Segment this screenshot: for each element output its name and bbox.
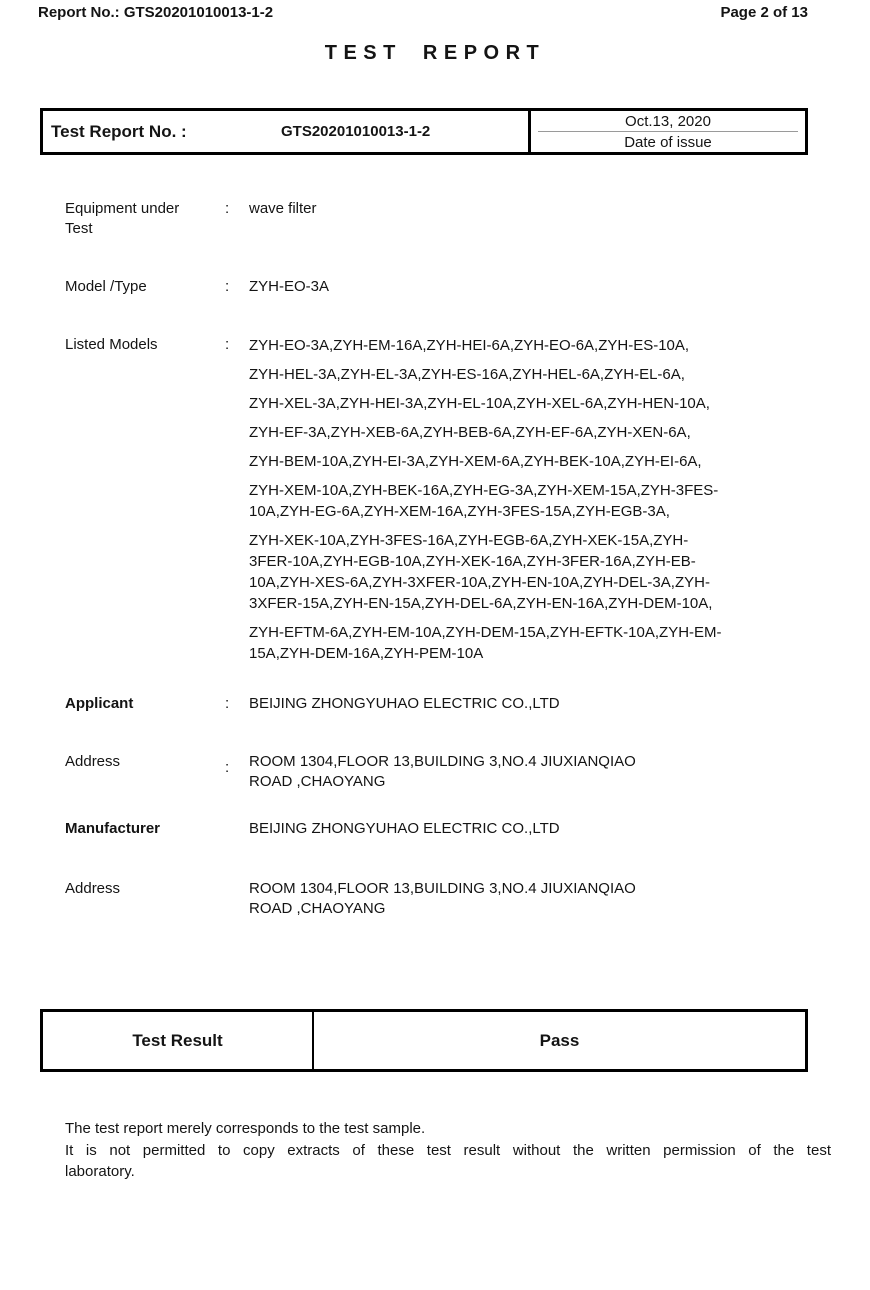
- listed-models-line: ZYH-XEK-10A,ZYH-3FES-16A,ZYH-EGB-6A,ZYH-XEK-15A,ZYH-: [249, 532, 689, 549]
- field-row-applicant: [65, 694, 711, 714]
- listed-models-line: ZYH-EO-3A,ZYH-EM-16A,ZYH-HEI-6A,ZYH-EO-6A,ZYH-ES-10A,: [249, 337, 690, 354]
- listed-models-value: [249, 335, 722, 664]
- field-colon: [225, 819, 249, 839]
- test-result-value: Pass: [539, 1030, 580, 1050]
- report-no-label: Test Report No. :: [51, 121, 187, 141]
- field-value-applicant: BEIJING ZHONGYUHAO ELECTRIC CO.,LTD: [249, 695, 560, 712]
- listed-models-line: 15A,ZYH-DEM-16A,ZYH-PEM-10A: [249, 645, 484, 662]
- listed-models-line: 10A,ZYH-XES-6A,ZYH-3XFER-10A,ZYH-EN-10A,ZYH-DEL-3A,ZYH-: [249, 574, 710, 591]
- listed-models-line: ZYH-XEM-10A,ZYH-BEK-16A,ZYH-EG-3A,ZYH-XEM-15A,ZYH-3FES-: [249, 482, 719, 499]
- field-colon: [225, 879, 249, 919]
- listed-models-paragraph: [249, 480, 719, 522]
- listed-models-paragraph: [249, 335, 711, 356]
- listed-models-paragraph: [249, 530, 711, 614]
- field-row-applicant-address: [65, 752, 711, 792]
- issue-date-cell: [528, 111, 805, 152]
- field-colon: :: [225, 200, 230, 217]
- field-colon: :: [225, 278, 230, 295]
- listed-models-paragraph: [249, 422, 711, 443]
- field-value-model-type: ZYH-EO-3A: [249, 278, 330, 295]
- issue-date: Oct.13, 2020: [538, 111, 798, 132]
- field-label-applicant: Applicant: [65, 695, 134, 712]
- listed-models-line: 3FER-10A,ZYH-EGB-10A,ZYH-XEK-16A,ZYH-3FER-16A,ZYH-EB-: [249, 553, 696, 570]
- field-value-manufacturer: BEIJING ZHONGYUHAO ELECTRIC CO.,LTD: [249, 820, 560, 837]
- field-row-model-type: [65, 277, 711, 297]
- disclaimer-line-2: It is not permitted to copy extracts of these test result without the written permission of the test: [65, 1141, 831, 1159]
- listed-models-line: ZYH-HEL-3A,ZYH-EL-3A,ZYH-ES-16A,ZYH-HEL-6A,ZYH-EL-6A,: [249, 366, 685, 383]
- field-row-equipment: [65, 199, 711, 239]
- report-no-table: [40, 108, 808, 155]
- listed-models-line: ZYH-EFTM-6A,ZYH-EM-10A,ZYH-DEM-15A,ZYH-EFTK-10A,ZYH-EM-: [249, 624, 722, 641]
- field-label-listed-models: Listed Models: [65, 336, 158, 353]
- listed-models-line: ZYH-EF-3A,ZYH-XEB-6A,ZYH-BEB-6A,ZYH-EF-6A,ZYH-XEN-6A,: [249, 424, 691, 441]
- field-row-manufacturer-address: [65, 879, 711, 919]
- address-line: ROOM 1304,FLOOR 13,BUILDING 3,NO.4 JIUXIANQIAO: [249, 880, 636, 897]
- report-no-value: GTS20201010013-1-2: [281, 123, 431, 140]
- listed-models-line: ZYH-BEM-10A,ZYH-EI-3A,ZYH-XEM-6A,ZYH-BEK-10A,ZYH-EI-6A,: [249, 453, 702, 470]
- field-label-equipment: Equipment under Test: [65, 200, 180, 237]
- page-header-page-number: Page 2 of 13: [720, 4, 808, 21]
- listed-models-paragraph: [249, 393, 711, 414]
- field-value-manufacturer-address: [249, 879, 711, 919]
- listed-models-paragraph: [249, 364, 711, 385]
- page-header-report-no: Report No.: GTS20201010013-1-2: [38, 4, 274, 21]
- test-result-table: [40, 1009, 808, 1072]
- report-no-cell: [43, 111, 528, 152]
- disclaimer-line-1: The test report merely corresponds to the test sample.: [65, 1120, 426, 1137]
- address-line: ROAD ,CHAOYANG: [249, 773, 386, 790]
- listed-models-paragraph: [249, 622, 722, 664]
- field-colon: :: [225, 759, 230, 776]
- field-colon: :: [225, 336, 230, 353]
- field-label-manufacturer-address: Address: [65, 880, 121, 897]
- listed-models-line: 10A,ZYH-EG-6A,ZYH-XEM-16A,ZYH-3FES-15A,ZYH-EGB-3A,: [249, 503, 670, 520]
- disclaimer: [65, 1118, 831, 1183]
- issue-date-label: Date of issue: [624, 133, 712, 151]
- address-line: ROOM 1304,FLOOR 13,BUILDING 3,NO.4 JIUXIANQIAO: [249, 753, 636, 770]
- disclaimer-line-3: laboratory.: [65, 1163, 135, 1180]
- field-label-model-type: Model /Type: [65, 278, 147, 295]
- listed-models-line: ZYH-XEL-3A,ZYH-HEI-3A,ZYH-EL-10A,ZYH-XEL-6A,ZYH-HEN-10A,: [249, 395, 710, 412]
- listed-models-line: 3XFER-15A,ZYH-EN-15A,ZYH-DEL-6A,ZYH-EN-16A,ZYH-DEM-10A,: [249, 595, 713, 612]
- field-value-applicant-address: [249, 752, 711, 792]
- report-title: TEST REPORT: [324, 42, 546, 64]
- field-value-equipment: wave filter: [249, 200, 317, 217]
- field-colon: :: [225, 695, 230, 712]
- field-row-listed-models: [65, 335, 722, 664]
- field-label-applicant-address: Address: [65, 753, 121, 770]
- listed-models-paragraph: [249, 451, 711, 472]
- field-row-manufacturer: [65, 819, 711, 839]
- address-line: ROAD ,CHAOYANG: [249, 900, 386, 917]
- test-result-label: Test Result: [43, 1012, 314, 1069]
- field-label-manufacturer: Manufacturer: [65, 820, 161, 837]
